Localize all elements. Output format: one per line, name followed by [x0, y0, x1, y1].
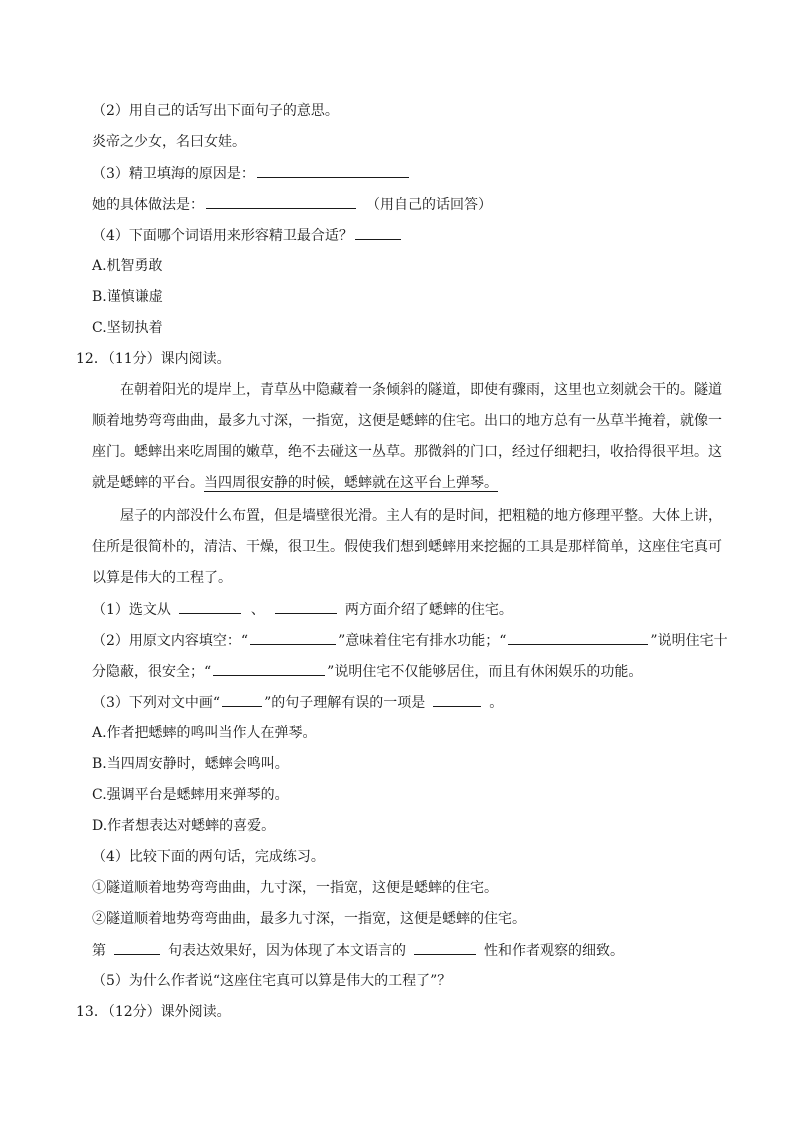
q12-passage-line: 屋子的内部没什么布置，但是墙壁很光滑。主人有的是时间，把粗糙的地方修理平整。大体上讲，: [120, 508, 722, 524]
q11-part4-row: [92, 225, 403, 245]
q11-part2-sentence: 炎帝之少女，名曰女娃。: [92, 134, 246, 150]
answer-blank[interactable]: [114, 940, 160, 955]
q12-passage-line: 以算是伟大的工程了。: [92, 570, 232, 586]
q11-part3-way-note: （用自己的话回答）: [366, 197, 492, 213]
q11-part3-row: [92, 163, 411, 183]
q12-part1-row: [92, 599, 513, 619]
q12-passage-line: [92, 473, 498, 493]
q12-header: 12．（11分）课内阅读。: [76, 351, 231, 367]
answer-blank[interactable]: [433, 692, 481, 707]
q12-part2-tail2: ”说明住宅不仅能够居住，而且有休闲娱乐的功能。: [327, 664, 643, 680]
q12-passage-line: 座门。蟋蟀出来吃周围的嫩草，绝不去碰这一丛草。那微斜的门口，经过仔细耙扫，收拾得很平坦。这: [92, 444, 722, 460]
q12-part2-row: [92, 630, 728, 650]
q12-option-d: D.作者想表达对蟋蟀的喜爱。: [92, 818, 276, 834]
q12-part3-mid: ”的句子理解有误的一项是: [264, 695, 426, 711]
q12-passage-line: 顺着地势弯弯曲曲，最多九寸深，一指宽，这便是蟋蟀的住宅。出口的地方总有一丛草半掩着，就像一: [92, 413, 722, 429]
q11-part4-label: （4）下面哪个词语用来形容精卫最合适？: [92, 228, 353, 244]
q12-part2-mid: ”意味着住宅有排水功能；“: [338, 633, 507, 649]
q12-passage-line: 在朝着阳光的堤岸上，青草丛中隐藏着一条倾斜的隧道，即使有骤雨，这里也立刻就会干的。隧道: [120, 382, 722, 398]
q12-option-b: B.当四周安静时，蟋蟀会鸣叫。: [92, 756, 289, 772]
q12-passage-line: 住所是很简朴的，清洁、干燥，很卫生。假使我们想到蟋蟀用来挖掘的工具是那样简单，这座住宅真可: [92, 539, 722, 555]
q12-part3-row: [92, 692, 503, 712]
q12-part2-row2: [92, 661, 642, 681]
q12-part4-text: 第: [92, 943, 106, 959]
answer-blank[interactable]: [213, 661, 325, 676]
q13-header: 13．（12分）课外阅读。: [76, 1004, 231, 1020]
q11-part3-label: （3）精卫填海的原因是：: [92, 166, 255, 182]
q12-part1-label: （1）选文从: [92, 602, 171, 618]
q11-option-c: C.坚韧执着: [92, 320, 163, 336]
answer-blank[interactable]: [355, 225, 401, 240]
q12-part4-text: 句表达效果好，因为体现了本文语言的: [168, 943, 406, 959]
answer-blank[interactable]: [257, 163, 409, 178]
q12-part2-tail: ”说明住宅十: [650, 633, 728, 649]
q11-part2-label: （2）用自己的话写出下面句子的意思。: [92, 103, 339, 119]
q12-option-c: C.强调平台是蟋蟀用来弹琴的。: [92, 787, 289, 803]
answer-blank[interactable]: [250, 630, 336, 645]
q12-part4-label: （4）比较下面的两句话，完成练习。: [92, 849, 325, 865]
answer-blank[interactable]: [275, 599, 337, 614]
q12-part4-text: 性和作者观察的细致。: [484, 943, 624, 959]
q11-option-a: A.机智勇敢: [92, 258, 163, 274]
q12-option-a: A.作者把蟋蟀的鸣叫当作人在弹琴。: [92, 725, 317, 741]
q12-part4-sentence-1: ①隧道顺着地势弯弯曲曲，九寸深，一指宽，这便是蟋蟀的住宅。: [92, 880, 498, 896]
q12-part2-label: （2）用原文内容填空：“: [92, 633, 249, 649]
q11-option-b: B.谨慎谦虚: [92, 289, 163, 305]
answer-blank[interactable]: [206, 194, 356, 209]
answer-blank[interactable]: [508, 630, 648, 645]
q12-part3-label: （3）下列对文中画“: [92, 695, 221, 711]
q11-part3-way-row: [92, 194, 492, 214]
answer-blank[interactable]: [414, 940, 476, 955]
q11-part3-way-label: 她的具体做法是：: [92, 197, 204, 213]
answer-blank[interactable]: [179, 599, 241, 614]
q12-part4-sentence-2: ②隧道顺着地势弯弯曲曲，最多九寸深，一指宽，这便是蟋蟀的住宅。: [92, 911, 526, 927]
q12-part2-text: 分隐蔽，很安全；“: [92, 664, 212, 680]
q12-part5-label: （5）为什么作者说“这座住宅真可以算是伟大的工程了”？: [92, 973, 452, 989]
q12-passage-text: 就是蟋蟀的平台。: [92, 475, 204, 491]
q12-part3-end: 。: [489, 695, 504, 711]
separator: 、: [250, 602, 265, 618]
q12-underlined-sentence: 当四周很安静的时候，蟋蟀就在这平台上弹琴。: [204, 475, 498, 491]
q12-part4-answer-row: [92, 940, 624, 960]
underline-mark: [222, 692, 262, 707]
q12-part1-tail: 两方面介绍了蟋蟀的住宅。: [344, 602, 513, 618]
